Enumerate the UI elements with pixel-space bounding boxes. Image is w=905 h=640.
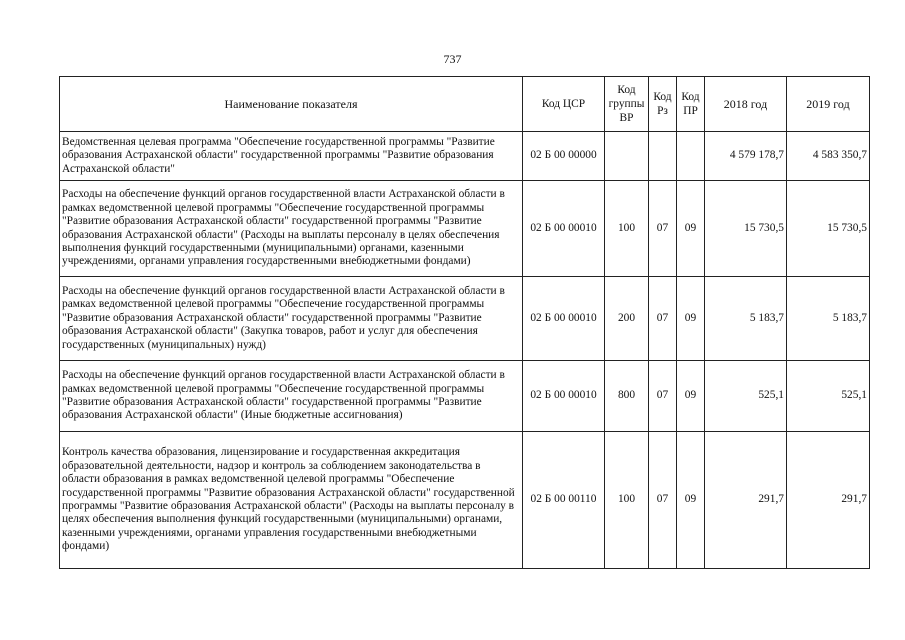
row-vr: 100 xyxy=(605,181,649,277)
row-2019: 291,7 xyxy=(787,432,870,569)
header-2018: 2018 год xyxy=(705,77,787,132)
row-2018: 5 183,7 xyxy=(705,277,787,361)
header-name: Наименование показателя xyxy=(60,77,523,132)
row-vr: 200 xyxy=(605,277,649,361)
row-2019: 15 730,5 xyxy=(787,181,870,277)
row-csr: 02 Б 00 00010 xyxy=(523,361,605,432)
row-rz xyxy=(649,132,677,181)
row-csr: 02 Б 00 00000 xyxy=(523,132,605,181)
row-rz: 07 xyxy=(649,361,677,432)
row-pr: 09 xyxy=(677,432,705,569)
row-2018: 525,1 xyxy=(705,361,787,432)
header-pr: Код ПР xyxy=(677,77,705,132)
header-csr: Код ЦСР xyxy=(523,77,605,132)
row-2018: 291,7 xyxy=(705,432,787,569)
row-rz: 07 xyxy=(649,432,677,569)
row-2019: 5 183,7 xyxy=(787,277,870,361)
row-name: Расходы на обеспечение функций органов государственной власти Астраханской области в рамках ведомственной целевой программы "Обеспечение государственной программы "Развитие образования Астраханской области" государственной программы "Развитие образования Астраханской области" (Закупка товаров, работ и услуг для обеспечения государственных (муниципальных) нужд) xyxy=(60,277,523,361)
table-row xyxy=(60,277,870,361)
row-rz: 07 xyxy=(649,277,677,361)
row-vr: 800 xyxy=(605,361,649,432)
row-vr xyxy=(605,132,649,181)
table-row xyxy=(60,432,870,569)
row-csr: 02 Б 00 00010 xyxy=(523,277,605,361)
header-2019: 2019 год xyxy=(787,77,870,132)
row-csr: 02 Б 00 00110 xyxy=(523,432,605,569)
row-name: Ведомственная целевая программа "Обеспечение государственной программы "Развитие образования Астраханской области" государственной программы "Развитие образования Астраханской области" xyxy=(60,132,523,181)
budget-table xyxy=(59,76,870,569)
row-2019: 4 583 350,7 xyxy=(787,132,870,181)
row-name: Расходы на обеспечение функций органов государственной власти Астраханской области в рамках ведомственной целевой программы "Обеспечение государственной программы "Развитие образования Астраханской области" государственной программы "Развитие образования Астраханской области" (Расходы на выплаты персоналу в целях обеспечения выполнения функций государственными (муниципальными) органами, казенными учреждениями, органами управления государственными внебюджетными фондами) xyxy=(60,181,523,277)
table-row xyxy=(60,132,870,181)
header-rz: Код Рз xyxy=(649,77,677,132)
header-row xyxy=(60,77,870,132)
row-pr: 09 xyxy=(677,277,705,361)
row-pr: 09 xyxy=(677,361,705,432)
table-row xyxy=(60,361,870,432)
row-2018: 4 579 178,7 xyxy=(705,132,787,181)
table-row xyxy=(60,181,870,277)
row-rz: 07 xyxy=(649,181,677,277)
row-pr xyxy=(677,132,705,181)
row-2018: 15 730,5 xyxy=(705,181,787,277)
row-name: Расходы на обеспечение функций органов государственной власти Астраханской области в рамках ведомственной целевой программы "Обеспечение государственной программы "Развитие образования Астраханской области" государственной программы "Развитие образования Астраханской области" (Иные бюджетные ассигнования) xyxy=(60,361,523,432)
row-name: Контроль качества образования, лицензирование и государственная аккредитация образовательной деятельности, надзор и контроль за соблюдением законодательства в области образования в рамках ведомственной целевой программы "Обеспечение государственной программы "Развитие образования Астраханской области" государственной программы "Развитие образования Астраханской области" (Расходы на выплаты персоналу в целях обеспечения выполнения функций государственными (муниципальными) органами, казенными учреждениями, органами управления государственными внебюджетными фондами) xyxy=(60,432,523,569)
row-2019: 525,1 xyxy=(787,361,870,432)
header-vr: Код группы ВР xyxy=(605,77,649,132)
row-csr: 02 Б 00 00010 xyxy=(523,181,605,277)
row-pr: 09 xyxy=(677,181,705,277)
row-vr: 100 xyxy=(605,432,649,569)
page-number: 737 xyxy=(443,52,462,66)
